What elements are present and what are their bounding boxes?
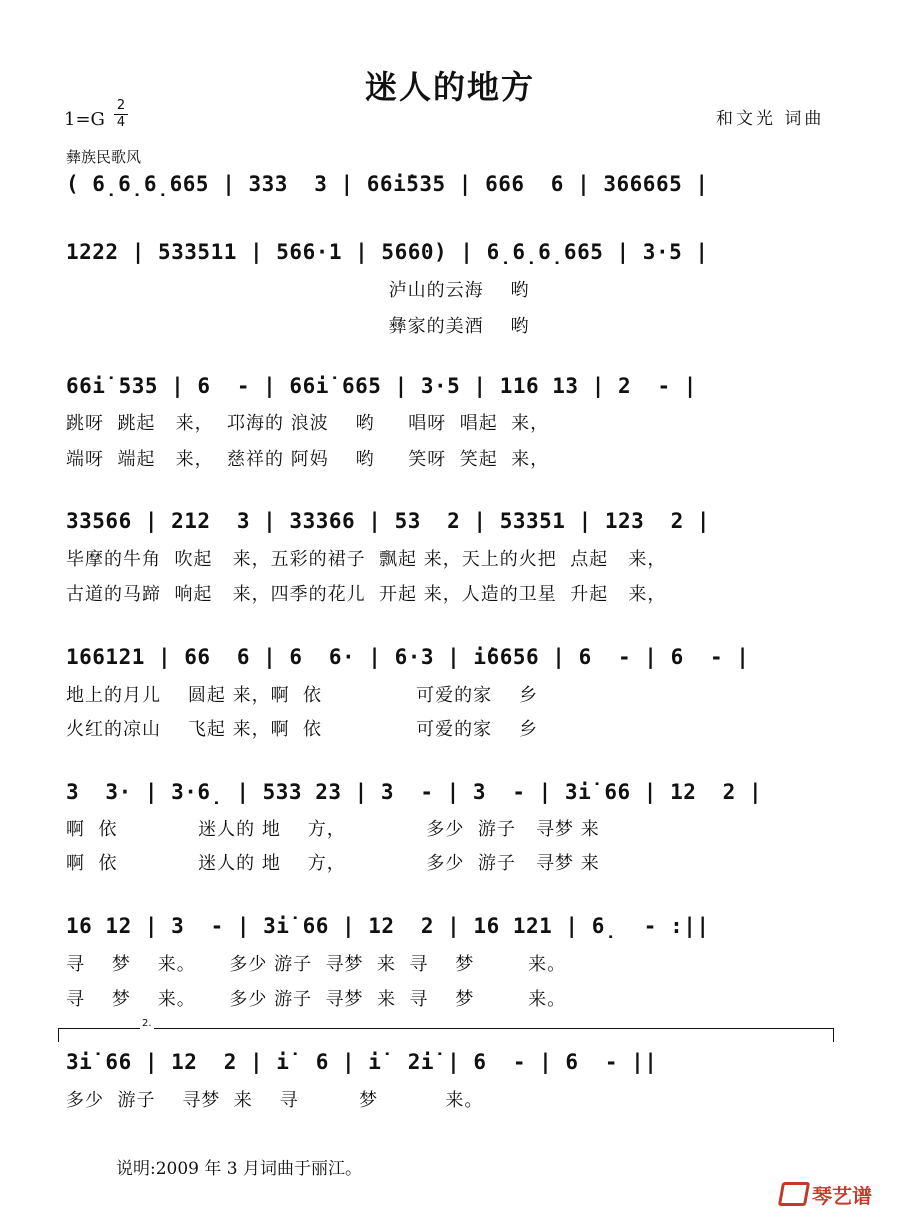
lyric-line: 跳呀 跳起 来， 邛海的 浪波 哟 唱呀 唱起 来， <box>66 413 550 434</box>
staff-notes: 166121 | 66 6 | 6 6· | 6·3 | i̇6656 | 6 - | 6 - | <box>66 645 750 669</box>
lyric-line: 寻 梦 来。 多少 游子 寻梦 来 寻 梦 来。 <box>66 989 567 1010</box>
lyric-line: 端呀 端起 来， 慈祥的 阿妈 哟 笑呀 笑起 来， <box>66 449 550 470</box>
staff-notes: 16 12 | 3 - | 3i̇ 66 | 12 2 | 16 121 | 6̣ - :|| <box>66 914 710 938</box>
staff-notes: 1222 | 533511 | 566·1 | 5660) | 6̣6̣6̣665 | 3·5 | <box>66 240 709 264</box>
staff-line-3 <box>66 374 838 410</box>
lyric-line: 古道的马蹄 响起 来，四季的花儿 开起 来，人造的卫星 升起 来， <box>66 584 667 605</box>
staff-notes: 33566 | 212 3 | 33366 | 53 2 | 53351 | 123 2 | <box>66 509 711 533</box>
staff-line-5 <box>66 645 838 681</box>
composer-credit: 和文光 词曲 <box>716 109 825 129</box>
staff-line-6 <box>66 780 838 816</box>
lyric-line: 火红的凉山 飞起 来，啊 依 可爱的家 乡 <box>66 719 539 740</box>
lyric-line: 啊 依 迷人的 地 方， 多少 游子 寻梦 来 <box>66 819 600 840</box>
lyric-line: 多少 游子 寻梦 来 寻 梦 来。 <box>66 1090 484 1111</box>
staff-line-4 <box>66 509 838 545</box>
staff-line-7 <box>66 914 838 950</box>
staff-notes: 3 3· | 3·6̣ | 533 23 | 3 - | 3 - | 3i̇ 66 | 12 2 | <box>66 780 763 804</box>
staff-notes: 3i̇ 66 | 12 2 | i̇ 6 | i̇ 2i̇ | 6 - | 6 - || <box>66 1050 658 1074</box>
lyric-line: 啊 依 迷人的 地 方， 多少 游子 寻梦 来 <box>66 853 600 874</box>
lyric-line: 泸山的云海 哟 <box>66 280 530 301</box>
staff-notes: 66i̇ 535 | 6 - | 66i̇ 665 | 3·5 | 116 13 | 2 - | <box>66 374 697 398</box>
lyric-line: 毕摩的牛角 吹起 来，五彩的裙子 飘起 来，天上的火把 点起 来， <box>66 549 667 570</box>
lyric-line: 寻 梦 来。 多少 游子 寻梦 来 寻 梦 来。 <box>66 954 567 975</box>
key-signature: 1=G <box>64 109 105 130</box>
staff-line-8 <box>66 1050 838 1086</box>
staff-line-1 <box>66 172 838 208</box>
time-signature-numerator: 2 <box>114 98 128 115</box>
watermark-logo <box>780 1180 872 1209</box>
second-ending-bracket <box>58 1018 834 1038</box>
lyric-line: 彝家的美酒 哟 <box>66 316 530 337</box>
staff-notes: ( 6̣6̣6̣665 | 333 3 | 66i̇535 | 666 6 | 366665 | <box>66 172 709 196</box>
footnote: 说明:2009 年 3 月词曲于丽江。 <box>116 1159 363 1179</box>
logo-icon <box>778 1182 810 1206</box>
time-signature-denominator: 4 <box>116 115 126 130</box>
staff-line-2 <box>66 240 838 276</box>
lyric-line: 地上的月儿 圆起 来，啊 依 可爱的家 乡 <box>66 685 539 706</box>
time-signature <box>114 98 128 131</box>
volta-number: 2. <box>142 1018 152 1029</box>
song-title: 迷人的地方 <box>364 68 535 106</box>
watermark-text: 琴艺谱 <box>812 1184 872 1208</box>
style-marking: 彝族民歌风 <box>66 148 142 166</box>
